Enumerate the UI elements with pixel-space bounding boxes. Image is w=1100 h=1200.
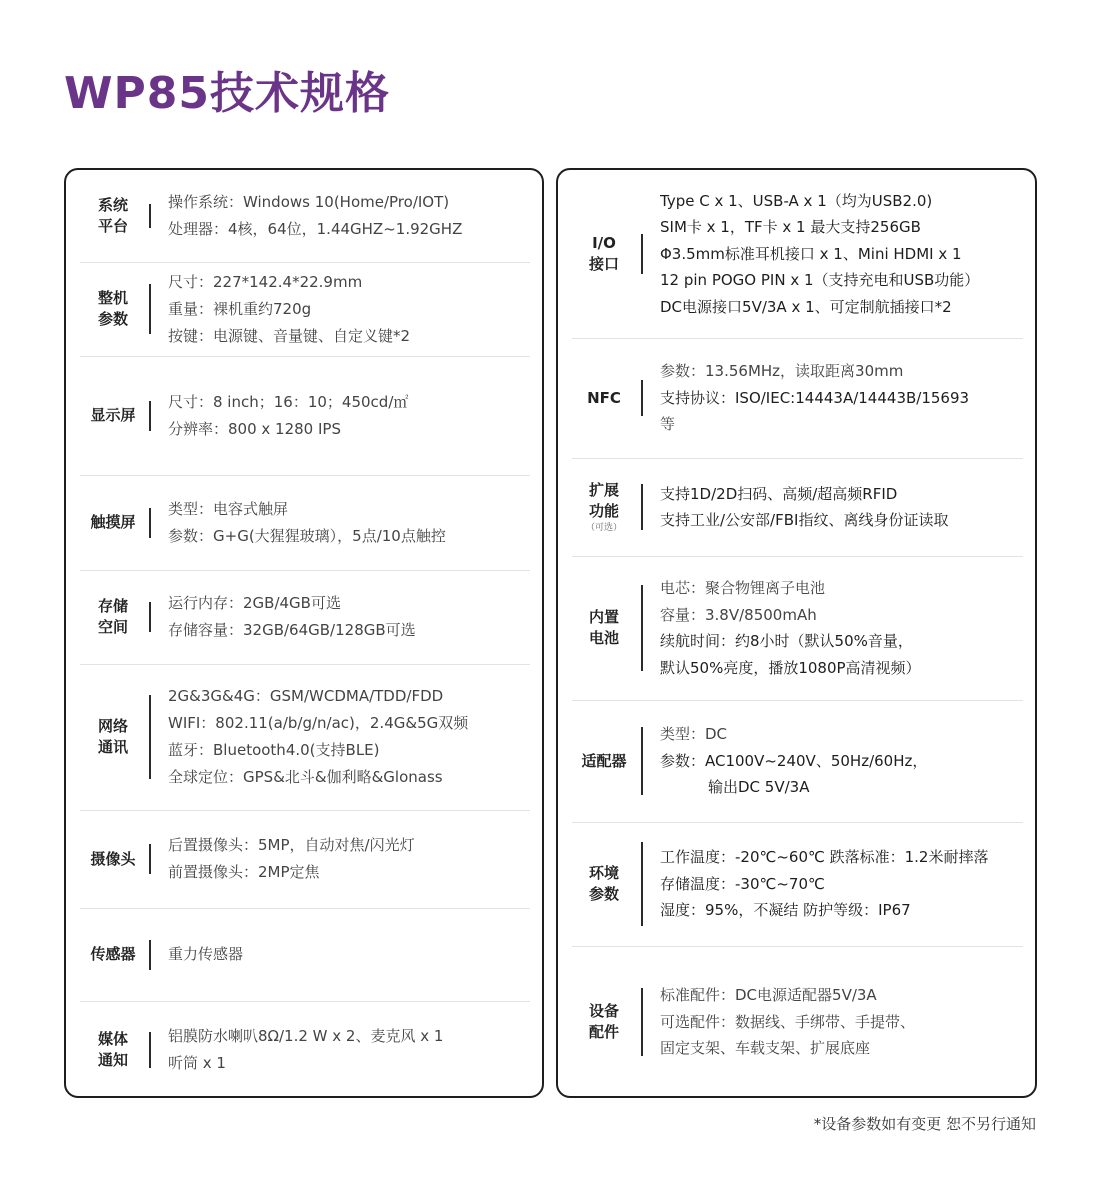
spec-value-line: 工作温度：-20℃~60℃ 跌落标准：1.2米耐摔落 bbox=[660, 848, 989, 867]
spec-value-line: DC电源接口5V/3A x 1、可定制航插接口*2 bbox=[660, 297, 952, 316]
left-spec-panel bbox=[64, 168, 544, 1098]
spec-row bbox=[80, 356, 530, 476]
spec-row-divider bbox=[641, 585, 643, 671]
spec-value-line: SIM卡 x 1，TF卡 x 1 最大支持256GB bbox=[660, 218, 921, 237]
spec-value-line: 重力传感器 bbox=[168, 945, 244, 963]
spec-value-line: 电芯：聚合物锂离子电池 bbox=[660, 579, 826, 597]
spec-label-line: 适配器 bbox=[581, 751, 627, 770]
spec-value-line: 参数：G+G(大猩猩玻璃），5点/10点触控 bbox=[168, 526, 446, 545]
spec-row-label bbox=[80, 475, 146, 570]
spec-value-line: 输出DC 5V/3A bbox=[708, 778, 810, 797]
spec-row bbox=[80, 570, 530, 665]
spec-row bbox=[80, 262, 530, 357]
spec-value-line: 2G&3G&4G：GSM/WCDMA/TDD/FDD bbox=[168, 687, 444, 705]
spec-label-line: 空间 bbox=[97, 618, 128, 636]
spec-label-line: 配件 bbox=[588, 1023, 619, 1041]
spec-value-line: 默认50%亮度，播放1080P高清视频） bbox=[660, 658, 921, 677]
spec-row-label bbox=[572, 458, 636, 556]
spec-label-line: 整机 bbox=[97, 289, 128, 307]
spec-row bbox=[80, 664, 530, 811]
spec-row-values bbox=[660, 170, 1021, 338]
spec-row-label bbox=[80, 908, 146, 1001]
spec-value-line: 类型：DC bbox=[660, 725, 728, 744]
spec-value-line: 支持1D/2D扫码、高频/超高频RFID bbox=[660, 484, 898, 503]
spec-value-line: 听筒 x 1 bbox=[168, 1053, 226, 1072]
spec-value-line: 前置摄像头：2MP定焦 bbox=[168, 863, 320, 881]
spec-value-line: 可选配件：数据线、手绑带、手提带、 bbox=[660, 1012, 916, 1031]
spec-row-divider bbox=[149, 284, 151, 334]
spec-row-divider bbox=[641, 234, 643, 274]
spec-value-line: 固定支架、车载支架、扩展底座 bbox=[660, 1039, 871, 1058]
spec-value-line: 存储容量：32GB/64GB/128GB可选 bbox=[168, 621, 416, 639]
spec-row bbox=[80, 170, 530, 263]
spec-value-line: 支持工业/公安部/FBI指纹、离线身份证读取 bbox=[660, 511, 949, 529]
spec-label-line: 扩展 bbox=[588, 481, 619, 499]
spec-value-line: 参数：AC100V~240V、50Hz/60Hz， bbox=[660, 751, 928, 770]
spec-row bbox=[572, 338, 1023, 459]
spec-row-label bbox=[572, 556, 636, 700]
spec-row bbox=[572, 822, 1023, 947]
spec-row bbox=[80, 908, 530, 1002]
spec-row-divider bbox=[149, 695, 151, 779]
spec-row bbox=[80, 475, 530, 571]
spec-label-line: 网络 bbox=[97, 717, 128, 735]
spec-label-line: I/O bbox=[592, 234, 616, 252]
spec-value-line: WIFI：802.11(a/b/g/n/ac)，2.4G&5G双频 bbox=[168, 714, 469, 732]
spec-label-line: 接口 bbox=[588, 255, 619, 273]
spec-label-line: 平台 bbox=[97, 217, 128, 235]
spec-label-line: 通知 bbox=[97, 1050, 128, 1069]
spec-value-line: 铝膜防水喇叭8Ω/1.2 W x 2、麦克风 x 1 bbox=[168, 1026, 444, 1045]
spec-row-divider bbox=[149, 401, 151, 431]
spec-value-line: 类型：电容式触屏 bbox=[168, 499, 289, 518]
spec-row-divider bbox=[641, 842, 643, 926]
spec-value-line: 标准配件：DC电源适配器5V/3A bbox=[660, 986, 877, 1005]
spec-row-label bbox=[572, 338, 636, 458]
spec-row-values bbox=[168, 356, 528, 475]
spec-row-values bbox=[660, 338, 1021, 458]
spec-row-divider bbox=[149, 844, 151, 874]
spec-row bbox=[80, 1001, 530, 1098]
spec-value-line: 尺寸：227*142.4*22.9mm bbox=[168, 272, 363, 291]
spec-label-line: 摄像头 bbox=[90, 849, 136, 868]
right-spec-rows bbox=[558, 170, 1035, 1096]
spec-value-line: 等 bbox=[660, 415, 676, 434]
spec-value-line: 重量：裸机重约720g bbox=[168, 299, 312, 318]
spec-value-line: 续航时间：约8小时（默认50%音量， bbox=[660, 632, 913, 650]
spec-row bbox=[572, 458, 1023, 557]
spec-label-line: 存储 bbox=[97, 597, 128, 615]
spec-label-line: 通讯 bbox=[97, 738, 128, 756]
spec-label-line: 功能 bbox=[588, 502, 619, 520]
spec-row-divider bbox=[149, 1032, 151, 1068]
spec-row-divider bbox=[641, 727, 643, 795]
spec-label-note: （可选） bbox=[585, 523, 622, 533]
spec-row-divider bbox=[149, 602, 151, 632]
spec-row-values bbox=[660, 458, 1021, 556]
spec-value-line: 容量：3.8V/8500mAh bbox=[660, 605, 817, 624]
spec-label-line: 显示屏 bbox=[90, 406, 136, 424]
spec-label-line: 媒体 bbox=[97, 1029, 128, 1048]
spec-value-line: 全球定位：GPS&北斗&伽利略&Glonass bbox=[168, 768, 443, 786]
spec-row-label bbox=[80, 170, 146, 262]
spec-row-values bbox=[660, 700, 1021, 822]
spec-row-divider bbox=[149, 508, 151, 538]
spec-row bbox=[80, 810, 530, 909]
spec-row-label bbox=[80, 664, 146, 810]
spec-row-values bbox=[660, 822, 1021, 946]
spec-row-label bbox=[80, 262, 146, 356]
spec-label-line: 设备 bbox=[588, 1002, 619, 1020]
spec-row-values bbox=[168, 262, 528, 356]
spec-row-label bbox=[80, 356, 146, 475]
spec-label-line: 参数 bbox=[588, 885, 619, 903]
spec-row-divider bbox=[641, 484, 643, 530]
spec-row bbox=[572, 700, 1023, 823]
spec-row-values bbox=[660, 556, 1021, 700]
spec-row-values bbox=[168, 475, 528, 570]
spec-row-values bbox=[168, 810, 528, 908]
spec-label-line: 传感器 bbox=[90, 945, 136, 963]
spec-value-line: 湿度：95%，不凝结 防护等级：IP67 bbox=[660, 901, 911, 920]
spec-label-line: 电池 bbox=[588, 629, 619, 647]
spec-row-label bbox=[572, 700, 636, 822]
spec-row-label bbox=[572, 170, 636, 338]
left-spec-rows bbox=[66, 170, 542, 1096]
spec-value-line: 运行内存：2GB/4GB可选 bbox=[168, 594, 341, 612]
spec-value-line: 12 pin POGO PIN x 1（支持充电和USB功能） bbox=[660, 271, 980, 290]
spec-row-divider bbox=[149, 204, 151, 228]
spec-label-line: 内置 bbox=[588, 608, 619, 626]
spec-value-line: 后置摄像头：5MP，自动对焦/闪光灯 bbox=[168, 836, 415, 854]
spec-row-values bbox=[660, 946, 1021, 1098]
spec-value-line: 分辨率：800 x 1280 IPS bbox=[168, 419, 341, 438]
spec-row bbox=[572, 946, 1023, 1098]
spec-value-line: Type C x 1、USB-A x 1（均为USB2.0) bbox=[660, 191, 933, 210]
spec-label-line: 参数 bbox=[97, 310, 128, 328]
spec-label-line: 系统 bbox=[97, 196, 128, 214]
spec-row-values bbox=[168, 908, 528, 1001]
spec-row-values bbox=[168, 170, 528, 262]
spec-value-line: 参数：13.56MHz，读取距离30mm bbox=[660, 362, 904, 381]
spec-value-line: Φ3.5mm标准耳机接口 x 1、Mini HDMI x 1 bbox=[660, 244, 962, 263]
spec-label-line: NFC bbox=[587, 388, 621, 407]
spec-value-line: 存储温度：-30℃~70℃ bbox=[660, 874, 825, 893]
spec-row-label bbox=[572, 822, 636, 946]
footnote: *设备参数如有变更 恕不另行通知 bbox=[813, 1115, 1036, 1133]
spec-row bbox=[572, 556, 1023, 701]
spec-row bbox=[572, 170, 1023, 339]
spec-row-label bbox=[80, 1001, 146, 1098]
spec-value-line: 处理器：4核，64位，1.44GHZ~1.92GHZ bbox=[168, 220, 463, 238]
spec-value-line: 蓝牙：Bluetooth4.0(支持BLE) bbox=[168, 741, 380, 759]
spec-value-line: 操作系统：Windows 10(Home/Pro/IOT) bbox=[168, 193, 450, 211]
page-title: WP85技术规格 bbox=[64, 68, 391, 119]
right-spec-panel bbox=[556, 168, 1037, 1098]
spec-row-label bbox=[80, 810, 146, 908]
spec-label-line: 触摸屏 bbox=[90, 513, 136, 531]
spec-row-values bbox=[168, 1001, 528, 1098]
spec-row-label bbox=[80, 570, 146, 664]
spec-value-line: 支持协议：ISO/IEC:14443A/14443B/15693 bbox=[660, 388, 970, 407]
spec-value-line: 尺寸：8 inch；16：10；450cd/㎡ bbox=[168, 392, 409, 411]
spec-label-line: 环境 bbox=[588, 864, 619, 882]
spec-row-label bbox=[572, 946, 636, 1098]
spec-row-divider bbox=[641, 380, 643, 416]
spec-row-divider bbox=[641, 988, 643, 1056]
spec-value-line: 按键：电源键、音量键、自定义键*2 bbox=[168, 326, 411, 345]
spec-row-divider bbox=[149, 940, 151, 970]
spec-row-values bbox=[168, 570, 528, 664]
spec-row-values bbox=[168, 664, 528, 810]
